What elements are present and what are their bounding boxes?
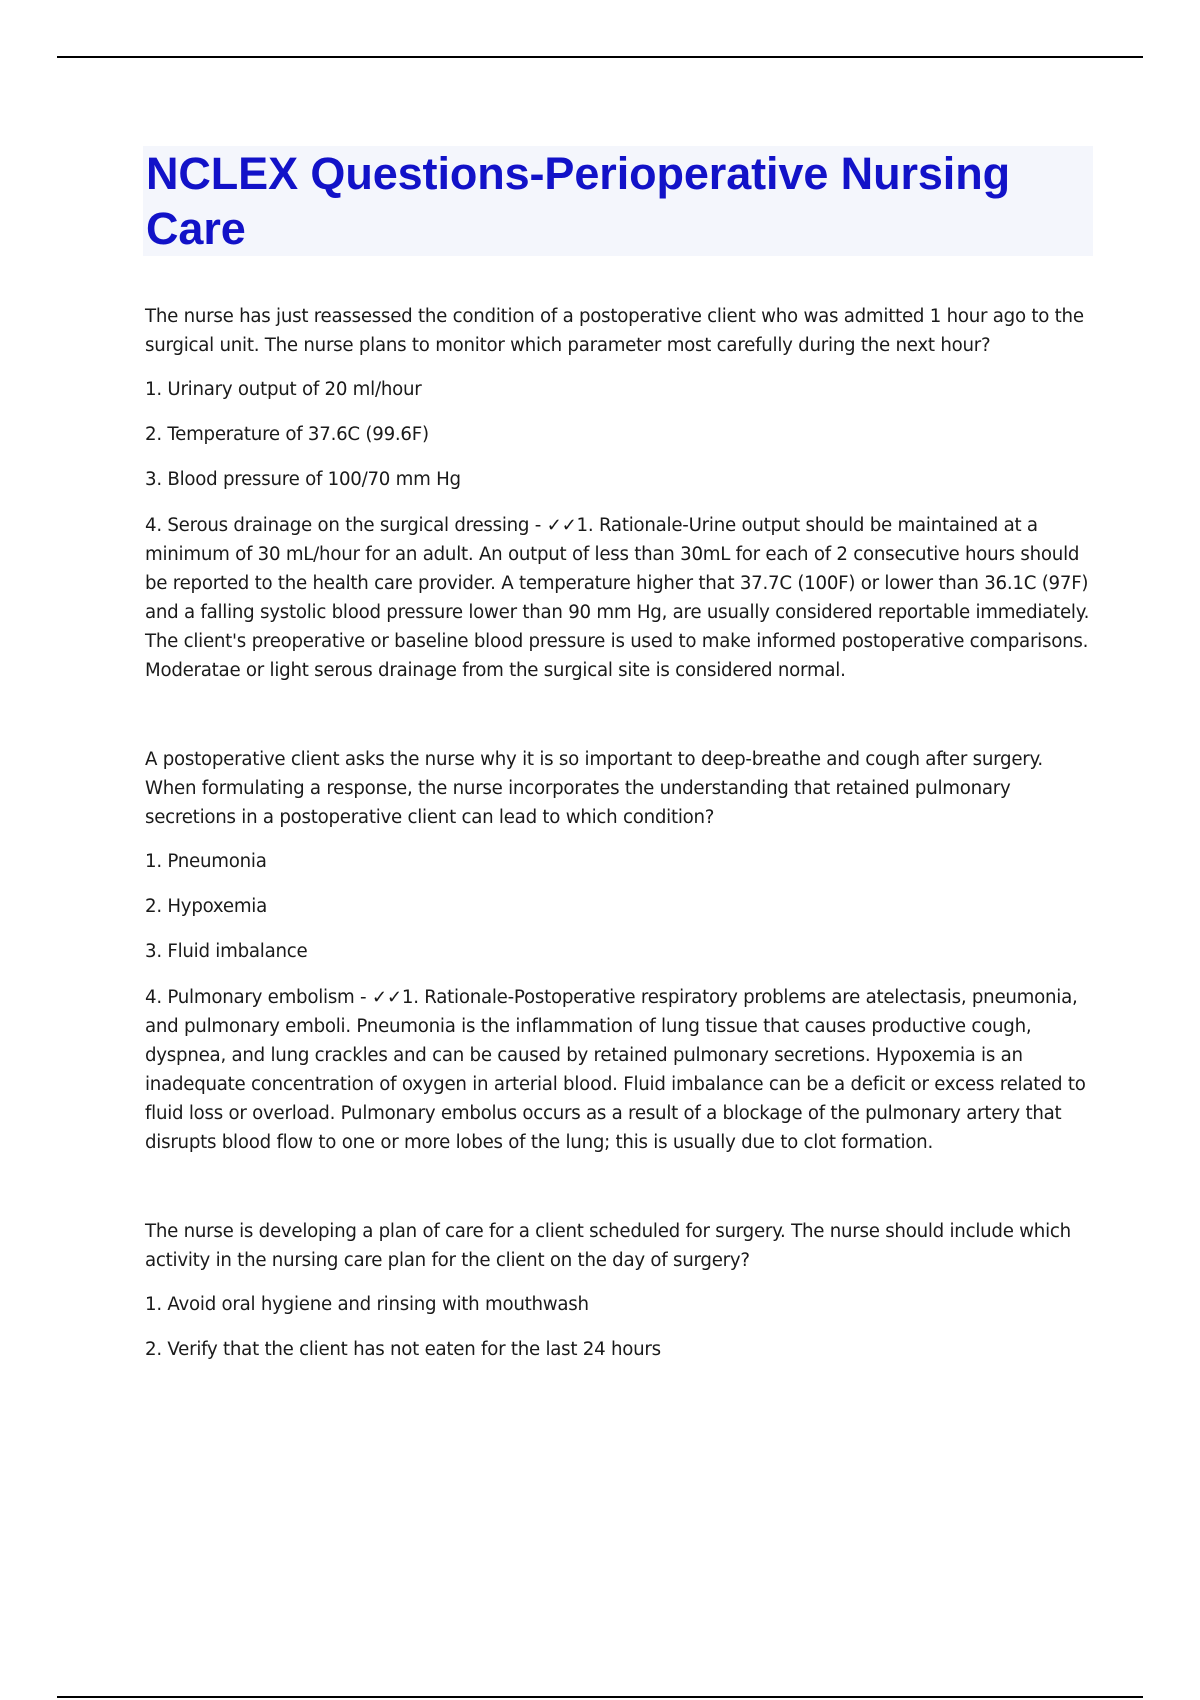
footer-rule [57, 1696, 1143, 1698]
question-block-3 [145, 1217, 1095, 1364]
answer-option: 3. Fluid imbalance [145, 941, 308, 962]
question-stem: The nurse is developing a plan of care for a client scheduled for surgery. The nurse should include which activity in the nursing care plan for the client on the day of surgery? [145, 1221, 1071, 1271]
answer-option: 1. Pneumonia [145, 851, 267, 872]
answer-rationale: 4. Serous drainage on the surgical dressing - ✓✓1. Rationale-Urine output should be maintained at a minimum of 30 mL/hour for an adult. An output of less than 30mL for each of 2 consecutive hours should be reported to the health care provider. A temperature higher that 37.7C (100F) or lower than 36.1C (97F) and a falling systolic blood pressure lower than 90 mm Hg, are usually considered reportable immediately. The client's preoperative or baseline blood pressure is used to make informed postoperative comparisons. Moderatae or light serous drainage from the surgical site is considered normal. [145, 515, 1090, 681]
answer-option: 1. Avoid oral hygiene and rinsing with mouthwash [145, 1294, 589, 1315]
document-body [145, 302, 1095, 1364]
document-title: NCLEX Questions-Perioperative Nursing Care [146, 148, 1010, 254]
header-rule [57, 56, 1143, 58]
answer-option: 3. Blood pressure of 100/70 mm Hg [145, 469, 461, 490]
question-block-1 [145, 302, 1095, 685]
question-block-2 [145, 745, 1095, 1157]
answer-option: 2. Hypoxemia [145, 896, 267, 917]
answer-rationale: 4. Pulmonary embolism - ✓✓1. Rationale-Postoperative respiratory problems are atelectasis, pneumonia, and pulmonary emboli. Pneumonia is the inflammation of lung tissue that causes productive cough, dyspnea, and lung crackles and can be caused by retained pulmonary secretions. Hypoxemia is an inadequate concentration of oxygen in arterial blood. Fluid imbalance can be a deficit or excess related to fluid loss or overload. Pulmonary embolus occurs as a result of a blockage of the pulmonary artery that disrupts blood flow to one or more lobes of the lung; this is usually due to clot formation. [145, 987, 1086, 1153]
question-stem: A postoperative client asks the nurse why it is so important to deep-breathe and cough after surgery. When formulating a response, the nurse incorporates the understanding that retained pulmonary secretions in a postoperative client can lead to which condition? [145, 749, 1043, 828]
answer-option: 1. Urinary output of 20 ml/hour [145, 379, 422, 400]
question-stem: The nurse has just reassessed the condition of a postoperative client who was admitted 1 hour ago to the surgical unit. The nurse plans to monitor which parameter most carefully during the next hour? [145, 306, 1084, 356]
answer-option: 2. Temperature of 37.6C (99.6F) [145, 424, 429, 445]
answer-option: 2. Verify that the client has not eaten for the last 24 hours [145, 1339, 661, 1360]
title-banner [143, 146, 1093, 256]
